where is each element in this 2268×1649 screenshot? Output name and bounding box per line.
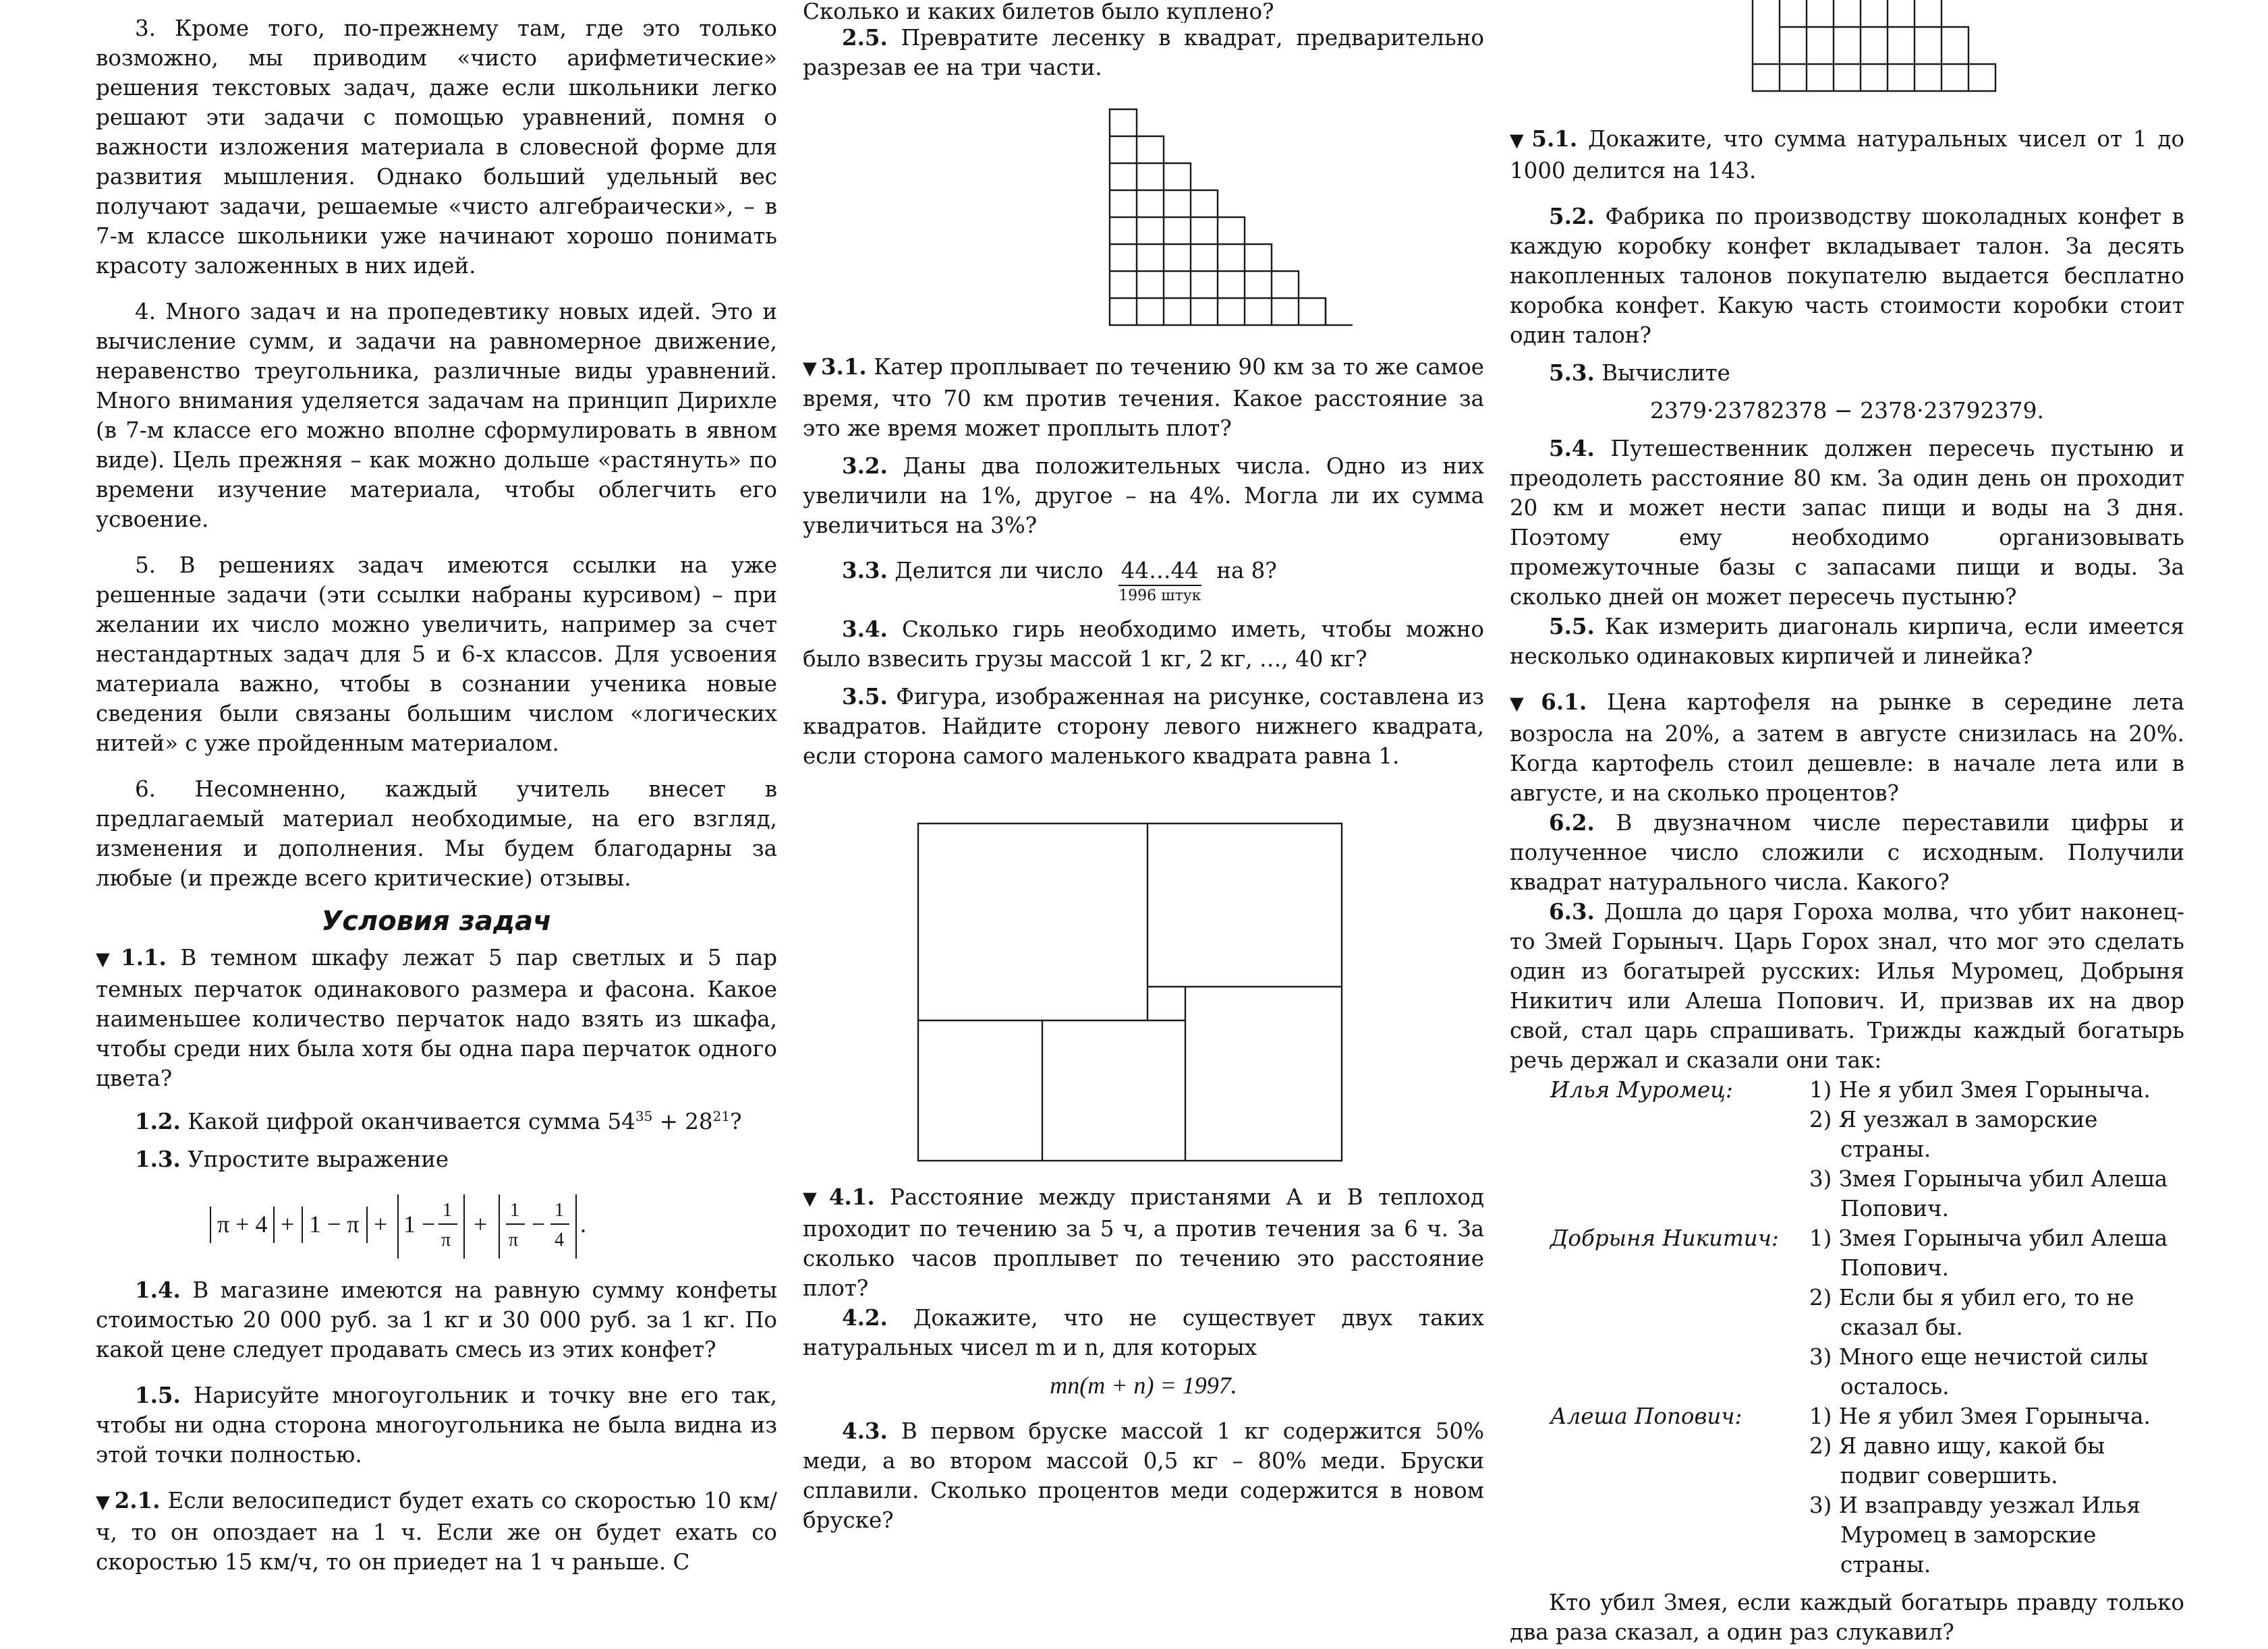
- column-left: [96, 13, 777, 1577]
- triangle-marker-icon: ▼: [1510, 130, 1528, 151]
- task-4-2: 4.2. Докажите, что не существует двух таких натуральных чисел m и n, для которых: [803, 1304, 1484, 1360]
- svg-text:−: −: [532, 1210, 546, 1238]
- triangle-marker-icon: ▼: [96, 949, 117, 970]
- grid-figure-top: [1510, 0, 2184, 108]
- statement: 1) Не я убил Змея Горыныча.: [1809, 1077, 2151, 1103]
- staircase-figure: [907, 82, 1380, 352]
- task-6-3: 6.3. Дошла до царя Гороха молва, что убит наконец-то Змей Горыныч. Царь Горох знал, что мог это сделать один из богатырей русских: Илья Муромец, Добрыня Никитич или Алеша Попович. И, призвав их на двор свой, стал царь спрашивать. Трижды каждый богатырь речь держал и сказали они так:: [1510, 898, 2184, 1073]
- intro-point-3: 3. Кроме того, по-прежнему там, где это только возможно, мы приводим «чисто арифметические» решения текстовых задач, даже если школьники легко решают эти задачи с помощью уравнений, помня о важности изложения материала в словесной форме для развития мышления. Однако больший удельный вес получают задачи, решаемые «чисто алгебраически», – в 7-м классе школьники уже начинают хорошо понимать красоту заложенных в них идей.: [96, 16, 777, 279]
- task-4-1: ▼ 4.1. Расстояние между пристанями A и B теплоход проходит по течению за 5 ч, а против течения за 6 ч. За сколько часов проплывет по течению это расстояние плот?: [803, 1184, 1484, 1301]
- intro-point-4: 4. Много задач и на пропедевтику новых идей. Это и вычисление сумм, и задачи на равномерное движение, неравенство треугольника, различные виды уравнений. Много внимания уделяется задачам на принцип Дирихле (в 7-м классе его можно вполне сформулировать в явном виде). Цель прежняя – как можно дольше «растянуть» по времени изучение материала, чтобы облегчить его усвоение.: [96, 299, 777, 532]
- dialog-alesha: [1510, 1401, 2184, 1580]
- task-5-2: 5.2. Фабрика по производству шоколадных конфет в каждую коробку конфет вкладывает талон. За десять накопленных талонов покупателю выдается бесплатно коробка конфет. Какую часть стоимости коробки стоит один талон?: [1510, 203, 2184, 348]
- task-4-3: 4.3. В первом бруске массой 1 кг содержится 50% меди, а во втором массой 0,5 кг – 80% меди. Бруски сплавили. Сколько процентов меди содержится в новом бруске?: [803, 1418, 1484, 1533]
- task-1-3: 1.3. Упростите выражение: [135, 1145, 449, 1172]
- svg-text:1 −: 1 −: [403, 1210, 436, 1238]
- speaker-name: Алеша Попович:: [1550, 1404, 1742, 1429]
- statement: 3) Змея Горыныча убил Алеша Попович.: [1809, 1166, 2168, 1221]
- statement: 2) Если бы я убил его, то не сказал бы.: [1809, 1285, 2134, 1340]
- column-right: [1510, 0, 2184, 1647]
- dialog-ilya: [1510, 1075, 2184, 1223]
- cut-off-line: Сколько и каких билетов было куплено?: [803, 3, 1274, 23]
- squares-figure: [907, 791, 1380, 1169]
- svg-text:π: π: [509, 1229, 519, 1250]
- speaker-name: Илья Муромец:: [1550, 1077, 1733, 1103]
- task-6-3-question: Кто убил Змея, если каждый богатырь правду только два раза сказал, а один раз слукавил?: [1510, 1590, 2184, 1645]
- statement: 3) Много еще нечистой силы осталось.: [1809, 1344, 2149, 1399]
- section-heading: Условия задач: [321, 906, 552, 937]
- task-1-5: 1.5. Нарисуйте многоугольник и точку вне его так, чтобы ни одна сторона многоугольника не была видна из этой точки полностью.: [96, 1381, 777, 1468]
- triangle-marker-icon: ▼: [803, 358, 817, 379]
- task-5-5: 5.5. Как измерить диагональ кирпича, если имеется несколько одинаковых кирпичей и линейка?: [1510, 613, 2184, 669]
- svg-text:+: +: [281, 1210, 295, 1238]
- task-6-2: 6.2. В двузначном числе переставили цифры и полученное число сложили с исходным. Получили квадрат натурального числа. Какого?: [1510, 809, 2184, 895]
- dialog-dobrynya: [1510, 1223, 2184, 1401]
- intro-point-6: 6. Несомненно, каждый учитель внесет в предлагаемый материал необходимые, на его взгляд, изменения и дополнения. Мы будем благодарны за любые (и прежде всего критические) отзывы.: [96, 776, 777, 891]
- svg-text:4: 4: [555, 1229, 564, 1250]
- task-3-4: 3.4. Сколько гирь необходимо иметь, чтобы можно было взвесить грузы массой 1 кг, 2 кг, …, 40 кг?: [803, 616, 1484, 672]
- triangle-marker-icon: ▼: [96, 1491, 111, 1513]
- statement: 1) Не я убил Змея Горыныча.: [1809, 1404, 2151, 1429]
- svg-text:+: +: [474, 1210, 488, 1238]
- task-5-1: ▼ 5.1. Докажите, что сумма натуральных чисел от 1 до 1000 делится на 143.: [1510, 125, 2185, 183]
- speaker-name: Добрыня Никитич:: [1550, 1225, 1779, 1251]
- svg-text:1: 1: [510, 1199, 519, 1221]
- statement: 2) Я уезжал в заморские страны.: [1809, 1107, 2098, 1162]
- svg-text:+: +: [374, 1210, 388, 1238]
- task-3-3: 3.3. Делится ли число 44…44 1996 штук на 8?: [803, 556, 1484, 606]
- task-3-2: 3.2. Даны два положительных числа. Одно из них увеличили на 1%, другое – на 4%. Могла ли их сумма увеличиться на 3%?: [803, 453, 1484, 538]
- triangle-marker-icon: ▼: [1510, 693, 1537, 714]
- statement: 2) Я давно ищу, какой бы подвиг совершить.: [1809, 1433, 2105, 1488]
- task-6-1: ▼ 6.1. Цена картофеля на рынке в середине лета возросла на 20%, а затем в августе снизилась на 20%. Когда картофель стоил дешевле: в начале лета или в августе, и на сколько процентов?: [1510, 689, 2184, 806]
- column-middle: [803, 3, 1485, 1535]
- svg-text:1: 1: [555, 1199, 564, 1221]
- task-5-3: 5.3. Вычислите: [1549, 359, 1730, 386]
- svg-text:π: π: [441, 1229, 451, 1250]
- statement: 3) И взаправду уезжал Илья Муромец в заморские страны.: [1809, 1493, 2141, 1578]
- task-5-4: 5.4. Путешественник должен пересечь пустыню и преодолеть расстояние 80 км. За один день он проходит 20 км и может нести запас пищи и воды на 3 дня. Поэтому ему необходимо организовывать промежуточные базы с запасами пищи и воды. За сколько дней он может пересечь пустыню?: [1510, 435, 2184, 610]
- intro-point-5: 5. В решениях задач имеются ссылки на уже решенные задачи (эти ссылки набраны курсивом) – при желании их число можно увеличить, например за счет нестандартных задач для 5 и 6-х классов. Для усвоения материала важно, чтобы в сознании ученика новые сведения были связаны большим числом «логических нитей» с уже пройденным материалом.: [96, 552, 777, 756]
- task-2-1: ▼ 2.1. Если велосипедист будет ехать со скоростью 10 км/ч, то он опоздает на 1 ч. Если же он будет ехать со скоростью 15 км/ч, то он приедет на 1 ч раньше. С: [96, 1486, 777, 1575]
- svg-text:.: .: [580, 1210, 586, 1238]
- underbrace-number: 44…44 1996 штук: [1118, 558, 1201, 604]
- task-5-3-formula: 2379·23782378 − 2378·23792379.: [1650, 397, 2044, 424]
- task-3-5: 3.5. Фигура, изображенная на рисунке, составлена из квадратов. Найдите сторону левого нижнего квадрата, если сторона самого маленького квадрата равна 1.: [803, 683, 1484, 769]
- task-2-5: 2.5. Превратите лесенку в квадрат, предварительно разрезав ее на три части.: [803, 24, 1484, 80]
- abs-expression-formula: [96, 1174, 777, 1275]
- task-4-2-formula: mn(m + n) = 1997.: [1050, 1372, 1237, 1399]
- task-1-4: 1.4. В магазине имеются на равную сумму конфеты стоимостью 20 000 руб. за 1 кг и 30 000 руб. за 1 кг. По какой цене следует продавать смесь из этих конфет?: [96, 1276, 777, 1362]
- task-1-1: ▼ 1.1. В темном шкафу лежат 5 пар светлых и 5 пар темных перчаток одинакового размера и фасона. Какое наименьшее количество перчаток надо взять из шкафа, чтобы среди них была хотя бы одна пара перчаток одного цвета?: [96, 944, 777, 1091]
- svg-text:1: 1: [443, 1199, 452, 1221]
- svg-text:π + 4: π + 4: [217, 1210, 268, 1238]
- task-1-2: 1.2. Какой цифрой оканчивается сумма $54^{35} + 28^{21}$?: [135, 1107, 742, 1134]
- svg-text:1 − π: 1 − π: [309, 1210, 360, 1238]
- task-3-1: ▼ 3.1. Катер проплывает по течению 90 км за то же самое время, что 70 км против течения. Какое расстояние за это же время может проплыть плот?: [803, 353, 1485, 441]
- statement: 1) Змея Горыныча убил Алеша Попович.: [1809, 1225, 2168, 1281]
- triangle-marker-icon: ▼: [803, 1188, 825, 1209]
